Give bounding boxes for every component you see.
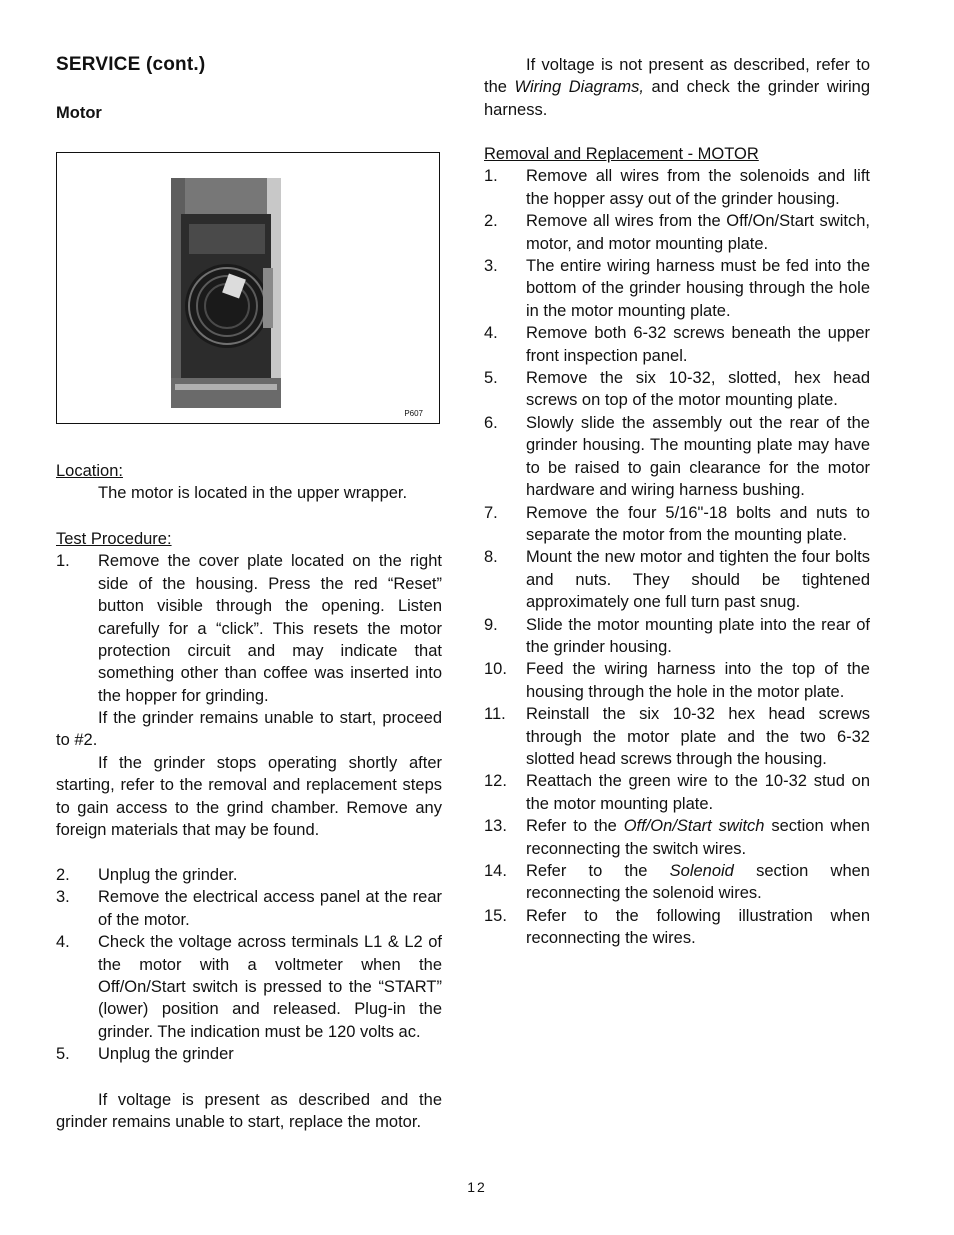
test-step-1 bbox=[56, 550, 442, 707]
switch-section-reference: Off/On/Start switch bbox=[623, 817, 765, 836]
page-number: 12 bbox=[467, 1179, 487, 1195]
replace-motor-paragraph: If voltage is present as described and the grinder remains unable to start, replace the motor. bbox=[56, 1091, 442, 1132]
removal-step-11: 11. Reinstall the six 10-32 hex head screws through the motor plate and the two 6-32 slotted head screws through the housing. bbox=[484, 705, 870, 768]
removal-step-1: 1. Remove all wires from the solenoids and lift the hopper assy out of the grinder housing. bbox=[484, 167, 870, 208]
test-step-4: 4. Check the voltage across terminals L1 & L2 of the motor with a voltmeter when the Off/On/Start switch is pressed to the “START” (lower) position and released. Plug-in the grinder. The indication must be 120 volts ac. bbox=[56, 933, 442, 1041]
test-procedure-block bbox=[56, 528, 442, 707]
section-subtitle: Motor bbox=[56, 104, 102, 122]
section-title: SERVICE (cont.) bbox=[56, 54, 206, 75]
wiring-diagrams-reference: Wiring Diagrams, bbox=[514, 78, 644, 97]
removal-step-6: 6. Slowly slide the assembly out the rear of the grinder housing. The mounting plate may have to be raised to gain clearance for the motor hardware and wiring harness bushing. bbox=[484, 413, 870, 500]
motor-photo-figure bbox=[56, 152, 440, 424]
removal-step-14: 14. Refer to the Solenoid section when reconnecting the solenoid wires. bbox=[484, 862, 870, 903]
removal-step-3: 3. The entire wiring harness must be fed into the bottom of the grinder housing through the hole in the motor mounting plate. bbox=[484, 257, 870, 320]
removal-step-8: 8. Mount the new motor and tighten the four bolts and nuts. They should be tightened approximately one full turn past snug. bbox=[484, 548, 870, 612]
test-step-list-2 bbox=[56, 864, 442, 1066]
removal-step-9: 9. Slide the motor mounting plate into the rear of the grinder housing. bbox=[484, 615, 870, 656]
test-step-5: 5. Unplug the grinder bbox=[56, 1045, 234, 1064]
test-step-3: 3. Remove the electrical access panel at the rear of the motor. bbox=[56, 888, 442, 929]
figure-code: P607 bbox=[404, 409, 423, 418]
step-text: Remove the cover plate located on the right side of the housing. Press the red “Reset” button visible through the opening. Listen carefully for a “click”. This resets the motor protection circuit and may indicate that something other than coffee was inserted into the hopper for grinding. bbox=[98, 552, 442, 705]
removal-step-2: 2. Remove all wires from the Off/On/Start switch, motor, and motor mounting plate. bbox=[484, 212, 870, 253]
location-heading: Location: bbox=[56, 462, 123, 480]
removal-heading: Removal and Replacement - MOTOR bbox=[484, 145, 759, 163]
solenoid-section-reference: Solenoid bbox=[669, 862, 734, 880]
step-number: 1. bbox=[56, 552, 70, 571]
removal-step-12: 12. Reattach the green wire to the 10-32 stud on the motor mounting plate. bbox=[484, 772, 870, 813]
proceed-paragraph: If the grinder remains unable to start, proceed to #2. bbox=[56, 709, 442, 750]
location-text: The motor is located in the upper wrapper. bbox=[98, 484, 408, 503]
removal-step-13: 13. Refer to the Off/On/Start switch section when reconnecting the switch wires. bbox=[484, 817, 870, 858]
removal-step-4: 4. Remove both 6-32 screws beneath the upper front inspection panel. bbox=[484, 324, 870, 365]
wiring-intro-paragraph: If voltage is not present as described, refer to the Wiring Diagrams, and check the grinder wiring harness. bbox=[484, 56, 870, 119]
removal-step-5: 5. Remove the six 10-32, slotted, hex head screws on top of the motor mounting plate. bbox=[484, 369, 870, 410]
removal-step-10: 10. Feed the wiring harness into the top of the housing through the hole in the motor plate. bbox=[484, 660, 870, 701]
test-step-list-1 bbox=[56, 550, 442, 707]
test-paragraphs bbox=[56, 707, 442, 841]
motor-photo bbox=[171, 178, 281, 408]
stops-operating-paragraph: If the grinder stops operating shortly after starting, refer to the removal and replacement steps to gain access to the grind chamber. Remove any foreign materials that may be found. bbox=[56, 753, 442, 840]
test-procedure-heading: Test Procedure: bbox=[56, 530, 172, 548]
removal-step-7: 7. Remove the four 5/16"-18 bolts and nuts to separate the motor from the mounting plate. bbox=[484, 503, 870, 544]
test-step-2: 2. Unplug the grinder. bbox=[56, 866, 238, 884]
removal-step-15: 15. Refer to the following illustration when reconnecting the wires. bbox=[484, 906, 870, 948]
location-block bbox=[56, 460, 442, 505]
removal-step-list bbox=[484, 165, 870, 949]
removal-block bbox=[484, 143, 870, 950]
